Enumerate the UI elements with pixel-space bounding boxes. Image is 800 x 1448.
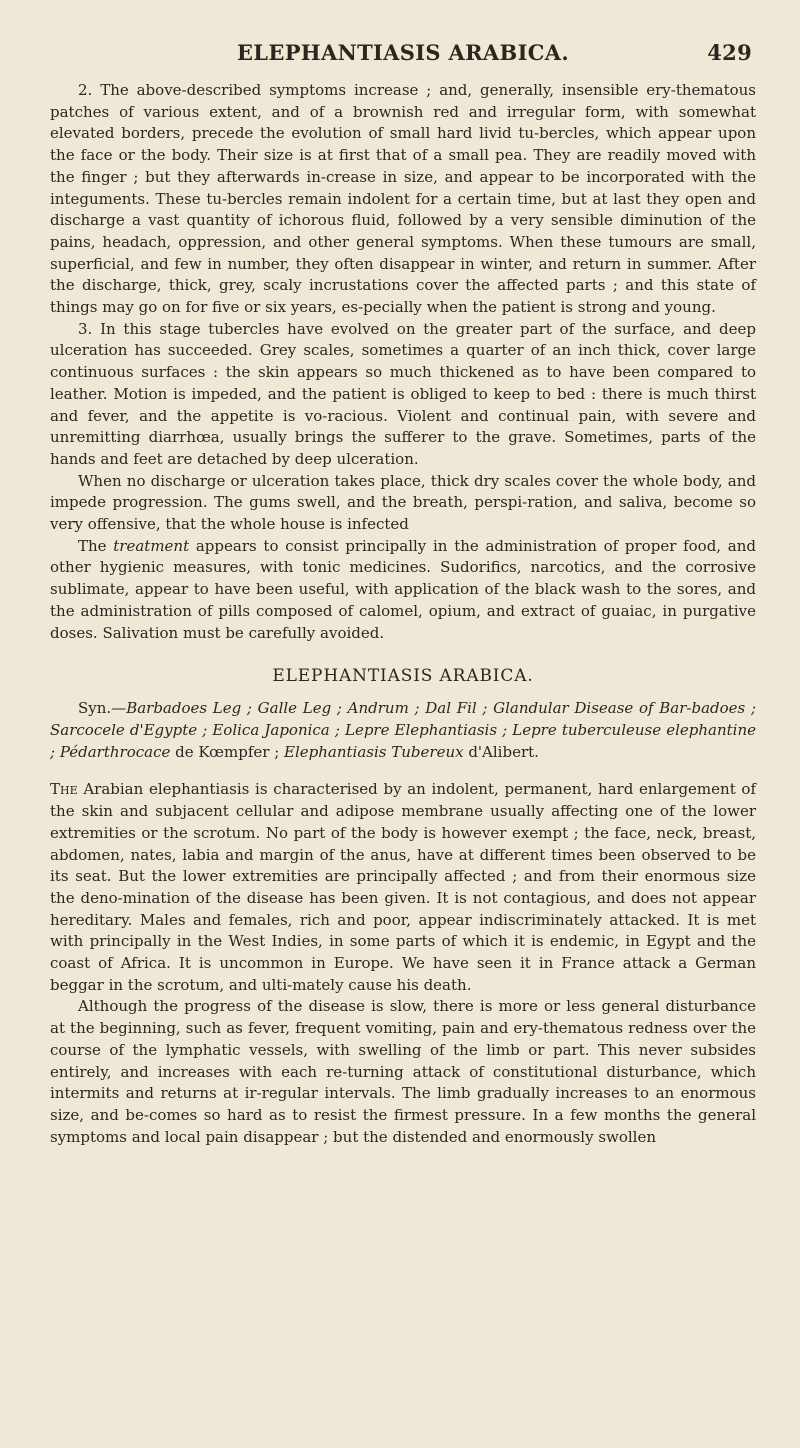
intro-text: Arabian elephantiasis is characterised by an indolent, permanent, hard enlargement of the skin and subjacent cellular and adipose membrane usually affecting one of the lower extremities or the scrotum. No part of the body is however exempt ; the face, neck, breast, abdomen, nates, labia and margin of the anus, have at different times been observed to be its seat. But the lower extremities are principally affected ; and from their enormous size the deno-mination of the disease has been given. It is not contagious, and does not appear hereditary. Males and females, rich and poor, appear indiscriminately attacked. It is met with principally in the West Indies, in some parts of which it is endemic, in Egypt and the coast of Africa. It is uncommon in Europe. We have seen it in France attack a German beggar in the scrotum, and ulti-mately cause his death. bbox=[50, 780, 756, 994]
treatment-lead: The bbox=[78, 536, 114, 555]
treatment-italic: treatment bbox=[113, 536, 190, 555]
syn-author: d'Alibert. bbox=[463, 742, 539, 761]
synonyms bbox=[50, 698, 756, 763]
paragraph-introduction bbox=[50, 779, 756, 996]
book-page bbox=[0, 20, 800, 1448]
section-heading: ELEPHANTIASIS ARABICA. bbox=[272, 666, 534, 687]
syn-label: Syn.— bbox=[78, 699, 127, 718]
paragraph-treatment bbox=[50, 536, 756, 645]
syn-last: Elephantiasis Tubereux bbox=[284, 742, 464, 761]
syn-de: de bbox=[170, 742, 199, 761]
paragraph-stage-2: 2. The above-described symptoms increase ; and, generally, insensible ery-thematous patches of various extent, and of a brownish red and irregular form, with somewhat elevated borders, precede the evolution of small hard livid tu-bercles, which appear upon the face or the body. Their size is at first that of a small pea. They are readily moved with the finger ; but they afterwards in-crease in size, and appear to be incorporated with the integuments. These tu-bercles remain indolent for a certain time, but at last they open and discharge a vast quantity of ichorous fluid, followed by a very sensible diminution of the pains, headach, oppression, and other general symptoms. When these tumours are small, superficial, and few in number, they often disappear in winter, and return in summer. After the discharge, thick, grey, scaly incrustations cover the affected parts ; and this state of things may go on for five or six years, es-pecially when the patient is strong and young. bbox=[50, 81, 756, 317]
syn-kaempfer: Kœmpfer ; bbox=[198, 742, 285, 761]
running-title: ELEPHANTIASIS ARABICA. bbox=[236, 40, 570, 65]
paragraph-stage-3: 3. In this stage tubercles have evolved on the greater part of the surface, and deep ulceration has succeeded. Grey scales, sometimes a quarter of an inch thick, cover large continuous surfaces : the skin appears so much thickened as to have been compared to leather. Motion is impeded, and the patient is obliged to keep to bed : there is much thirst and fever, and the appetite is vo-racious. Violent and continual pain, with severe and unremitting diarrhœa, usually brings the sufferer to the grave. Sometimes, parts of the hands and feet are detached by deep ulceration. bbox=[50, 319, 756, 468]
running-head bbox=[50, 20, 756, 80]
paragraph-progress: Although the progress of the disease is slow, there is more or less general disturbance at the beginning, such as fever, frequent vomiting, pain and ery-thematous redness over the course of the lymphatic vessels, with swelling of the limb or part. This never subsides entirely, and increases with each re-turning attack of constitutional disturbance, which intermits and returns at ir-regular intervals. The limb gradually increases to an enormous size, and be-comes so hard as to resist the firmest pressure. In a few months the general symptoms and local pain disappear ; but the distended and enormously swollen bbox=[50, 997, 756, 1146]
intro-smallcaps: The bbox=[50, 780, 78, 799]
treatment-text: appears to consist principally in the administration of proper food, and other hygienic measures, with tonic medicines. Sudorifics, narcotics, and the corrosive sublimate, appear to have been useful, with application of the black wash to the sores, and the administration of pills composed of calomel, opium, and extract of guaiac, in purgative doses. Salivation must be carefully avoided. bbox=[50, 536, 757, 642]
syn-terms: Barbadoes Leg ; Galle Leg ; Andrum ; Dal Fil ; Glandular Disease of Bar-badoes ; Sarcocele d'Egypte ; Eolica Japonica ; Lepre Elephantiasis ; Lepre tuberculeuse elephantine ; Pédarthrocace bbox=[50, 699, 756, 761]
paragraph-dry-scales: When no discharge or ulceration takes place, thick dry scales cover the whole body, and impede progression. The gums swell, and the breath, perspi-ration, and saliva, become so very offensive, that the whole house is infected bbox=[50, 471, 756, 534]
page-number: 429 bbox=[707, 40, 752, 65]
